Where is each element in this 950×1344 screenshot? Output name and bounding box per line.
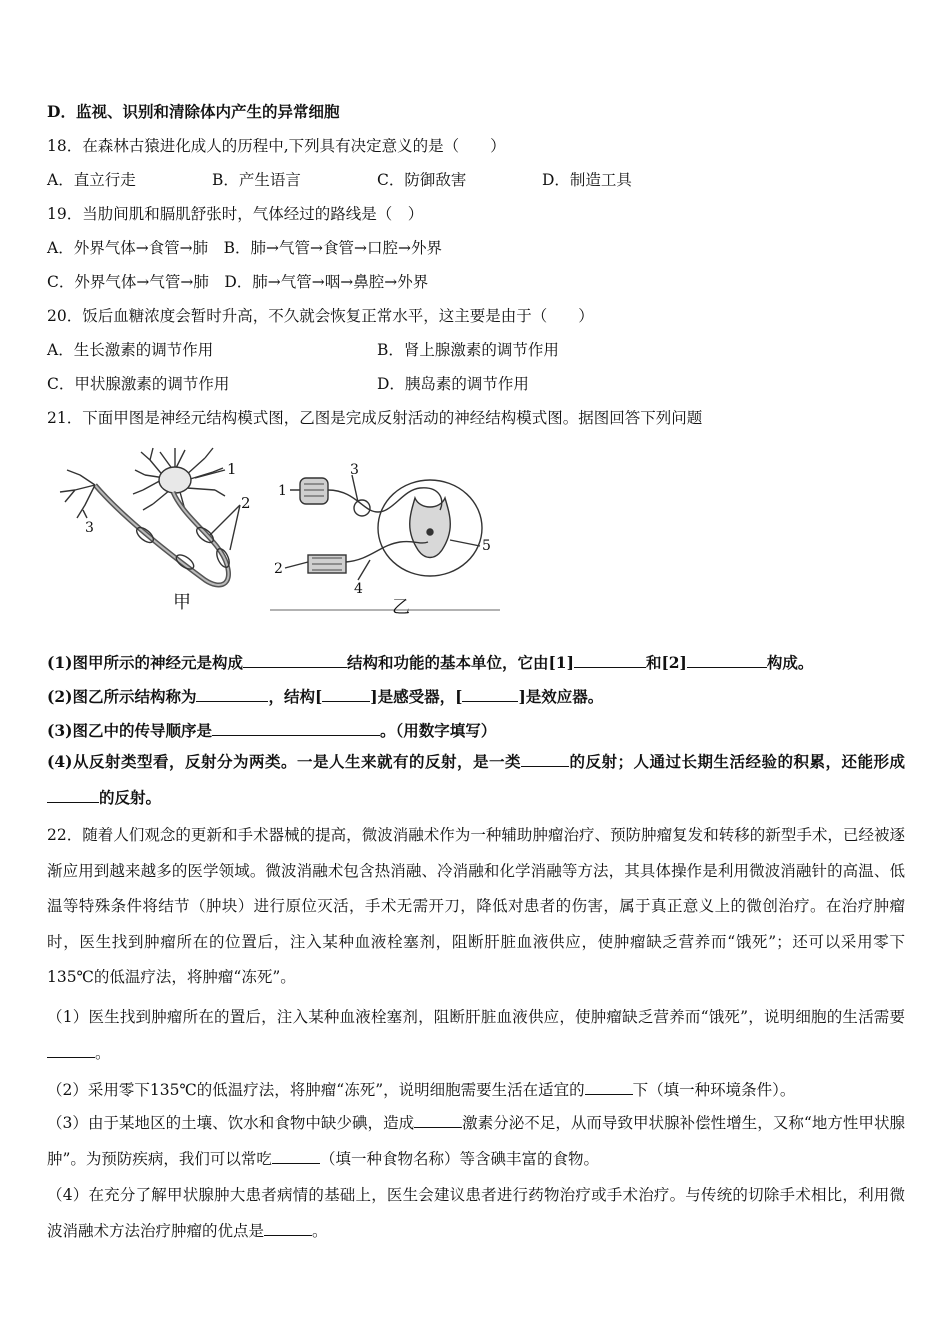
q21-sub1-text-a: (1)图甲所示的神经元是构成 [47, 653, 243, 672]
q21-sub1-text-d: 构成。 [766, 653, 814, 672]
q21-sub2-text-c: ]是感受器，[ [370, 687, 463, 706]
q22-sub2 [47, 1078, 795, 1100]
q21-sub2-text-a: (2)图乙所示结构称为 [47, 687, 197, 706]
q21-sub3-text-a: (3)图乙中的传导顺序是 [47, 721, 212, 740]
fig-yi-label-4: 4 [354, 581, 363, 597]
q21-sub2-text-b: ，结构[ [268, 687, 323, 706]
q22-sub4-text-b: 。 [312, 1222, 328, 1240]
q21-sub2-blank-1[interactable] [196, 685, 268, 702]
q17-option-d [47, 102, 339, 122]
q21-sub3-blank-1[interactable] [212, 719, 380, 736]
q21-sub2-blank-3[interactable] [462, 685, 518, 702]
q21-sub3-text-b: 。（用数字填写） [379, 721, 497, 740]
q18-options [47, 170, 907, 190]
fig-jia-label-1: 1 [227, 460, 237, 478]
fig-jia-label-2: 2 [241, 494, 251, 512]
q21-sub1-blank-2[interactable] [574, 651, 646, 668]
q21-sub4-blank-2[interactable] [47, 786, 99, 803]
q21-sub4 [47, 744, 905, 816]
q21-sub4-text-a: (4)从反射类型看，反射分为两类。一是人生来就有的反射，是一类 [47, 752, 521, 771]
q21-sub1-text-c: 和[2] [645, 653, 687, 672]
q21-sub2 [47, 685, 603, 707]
fig-yi-label-1: 1 [278, 483, 287, 499]
q22-sub3-blank-2[interactable] [272, 1147, 320, 1164]
q21-sub1 [47, 651, 813, 673]
q22-sub3-blank-1[interactable] [414, 1111, 462, 1128]
q22-sub3-text-b: 激素分泌不足，从而导致甲状腺补偿性增生，又称“地方性甲状腺肿”。为预防疾病，我们可以常吃 [47, 1114, 905, 1168]
q22-sub2-blank-1[interactable] [585, 1078, 633, 1095]
q22-sub4 [47, 1177, 905, 1249]
fig-yi-label-3: 3 [350, 462, 359, 478]
q19-options-line2: C．外界气体→气管→肺 D．肺→气管→咽→鼻腔→外界 [47, 273, 429, 291]
q22-sub1-text-b: 。 [95, 1044, 111, 1062]
q22-sub3-text-c: （填一种食物名称）等含碘丰富的食物。 [319, 1150, 599, 1168]
figure-reflex-arc [270, 450, 510, 625]
q22-sub3 [47, 1105, 905, 1177]
q22-sub1-text-a: （1）医生找到肿瘤所在的置后，注入某种血液栓塞剂，阻断肝脏血液供应，使肿瘤缺乏营养而“饿死”，说明细胞的生活需要 [47, 1008, 905, 1026]
q21-sub4-text-c: 的反射。 [99, 788, 162, 807]
q21-sub3 [47, 719, 496, 741]
q22-passage: 22．随着人们观念的更新和手术器械的提高，微波消融术作为一种辅助肿瘤治疗、预防肿瘤复发和转移的新型手术，已经被逐渐应用到越来越多的医学领域。微波消融术包含热消融、冷消融和化学消融等方法，其具体操作是利用微波消融针的高温、低温等特殊条件将结节（肿块）进行原位灭活，手术无需开刀，降低对患者的伤害，属于真正意义上的微创治疗。在治疗肿瘤时，医生找到肿瘤所在的位置后，注入某种血液栓塞剂，阻断肝脏血液供应，使肿瘤缺乏营养而“饿死”；还可以采用零下135℃的低温疗法，将肿瘤“冻死”。 [47, 826, 905, 986]
q18-stem: 18．在森林古猿进化成人的历程中,下列具有决定意义的是（ ） [47, 137, 506, 155]
q18-option-a: A．直立行走 [47, 171, 136, 189]
fig-jia-label-3: 3 [85, 520, 94, 536]
q21-sub2-text-d: ]是效应器。 [518, 687, 604, 706]
q20-options-row2 [47, 374, 529, 394]
q18-option-b: B．产生语言 [212, 171, 301, 189]
q21-sub4-text-b: 的反射；人通过长期生活经验的积累，还能形成 [568, 752, 905, 771]
q20-option-b: B．肾上腺激素的调节作用 [377, 341, 559, 359]
q19-options-line1: A．外界气体→食管→肺 B．肺→气管→食管→口腔→外界 [47, 239, 443, 257]
q22-sub4-text-a: （4）在充分了解甲状腺肿大患者病情的基础上，医生会建议患者进行药物治疗或手术治疗。与传统的切除手术相比，利用微波消融术方法治疗肿瘤的优点是 [47, 1186, 905, 1240]
q22-sub1 [47, 999, 905, 1071]
q22-sub1-blank-1[interactable] [47, 1041, 95, 1058]
q18-option-c: C．防御敌害 [377, 171, 467, 189]
figure-neuron [45, 440, 260, 620]
q20-option-a: A．生长激素的调节作用 [47, 341, 214, 359]
q21-sub2-blank-2[interactable] [322, 685, 370, 702]
q20-stem: 20．饭后血糖浓度会暂时升高，不久就会恢复正常水平，这主要是由于（ ） [47, 307, 594, 325]
q22-sub2-text-b: 下（填一种环境条件）。 [632, 1081, 796, 1099]
q22-sub3-text-a: （3）由于某地区的土壤、饮水和食物中缺少碘，造成 [47, 1114, 415, 1132]
fig-jia-caption: 甲 [173, 592, 191, 613]
q21-stem: 21．下面甲图是神经元结构模式图，乙图是完成反射活动的神经结构模式图。据图回答下列问题 [47, 409, 703, 427]
q20-option-c: C．甲状腺激素的调节作用 [47, 375, 230, 393]
q20-options-row1 [47, 340, 559, 360]
q21-sub1-blank-3[interactable] [687, 651, 767, 668]
q21-sub1-text-b: 结构和功能的基本单位，它由[1] [346, 653, 574, 672]
fig-yi-caption: 乙 [392, 597, 410, 618]
q21-sub4-blank-1[interactable] [521, 750, 569, 767]
fig-yi-label-5: 5 [482, 538, 491, 554]
q22-sub4-blank-1[interactable] [264, 1219, 312, 1236]
q20-option-d: D．胰岛素的调节作用 [377, 375, 529, 393]
q22-sub2-text-a: （2）采用零下135℃的低温疗法，将肿瘤“冻死”，说明细胞需要生活在适宜的 [47, 1081, 585, 1099]
q17-option-d-text: D．监视、识别和清除体内产生的异常细胞 [47, 102, 340, 121]
q19-stem: 19．当肋间肌和膈肌舒张时，气体经过的路线是（ ） [47, 205, 424, 223]
q21-sub1-blank-1[interactable] [243, 651, 347, 668]
q18-option-d: D．制造工具 [542, 171, 632, 189]
fig-yi-label-2: 2 [274, 561, 283, 577]
